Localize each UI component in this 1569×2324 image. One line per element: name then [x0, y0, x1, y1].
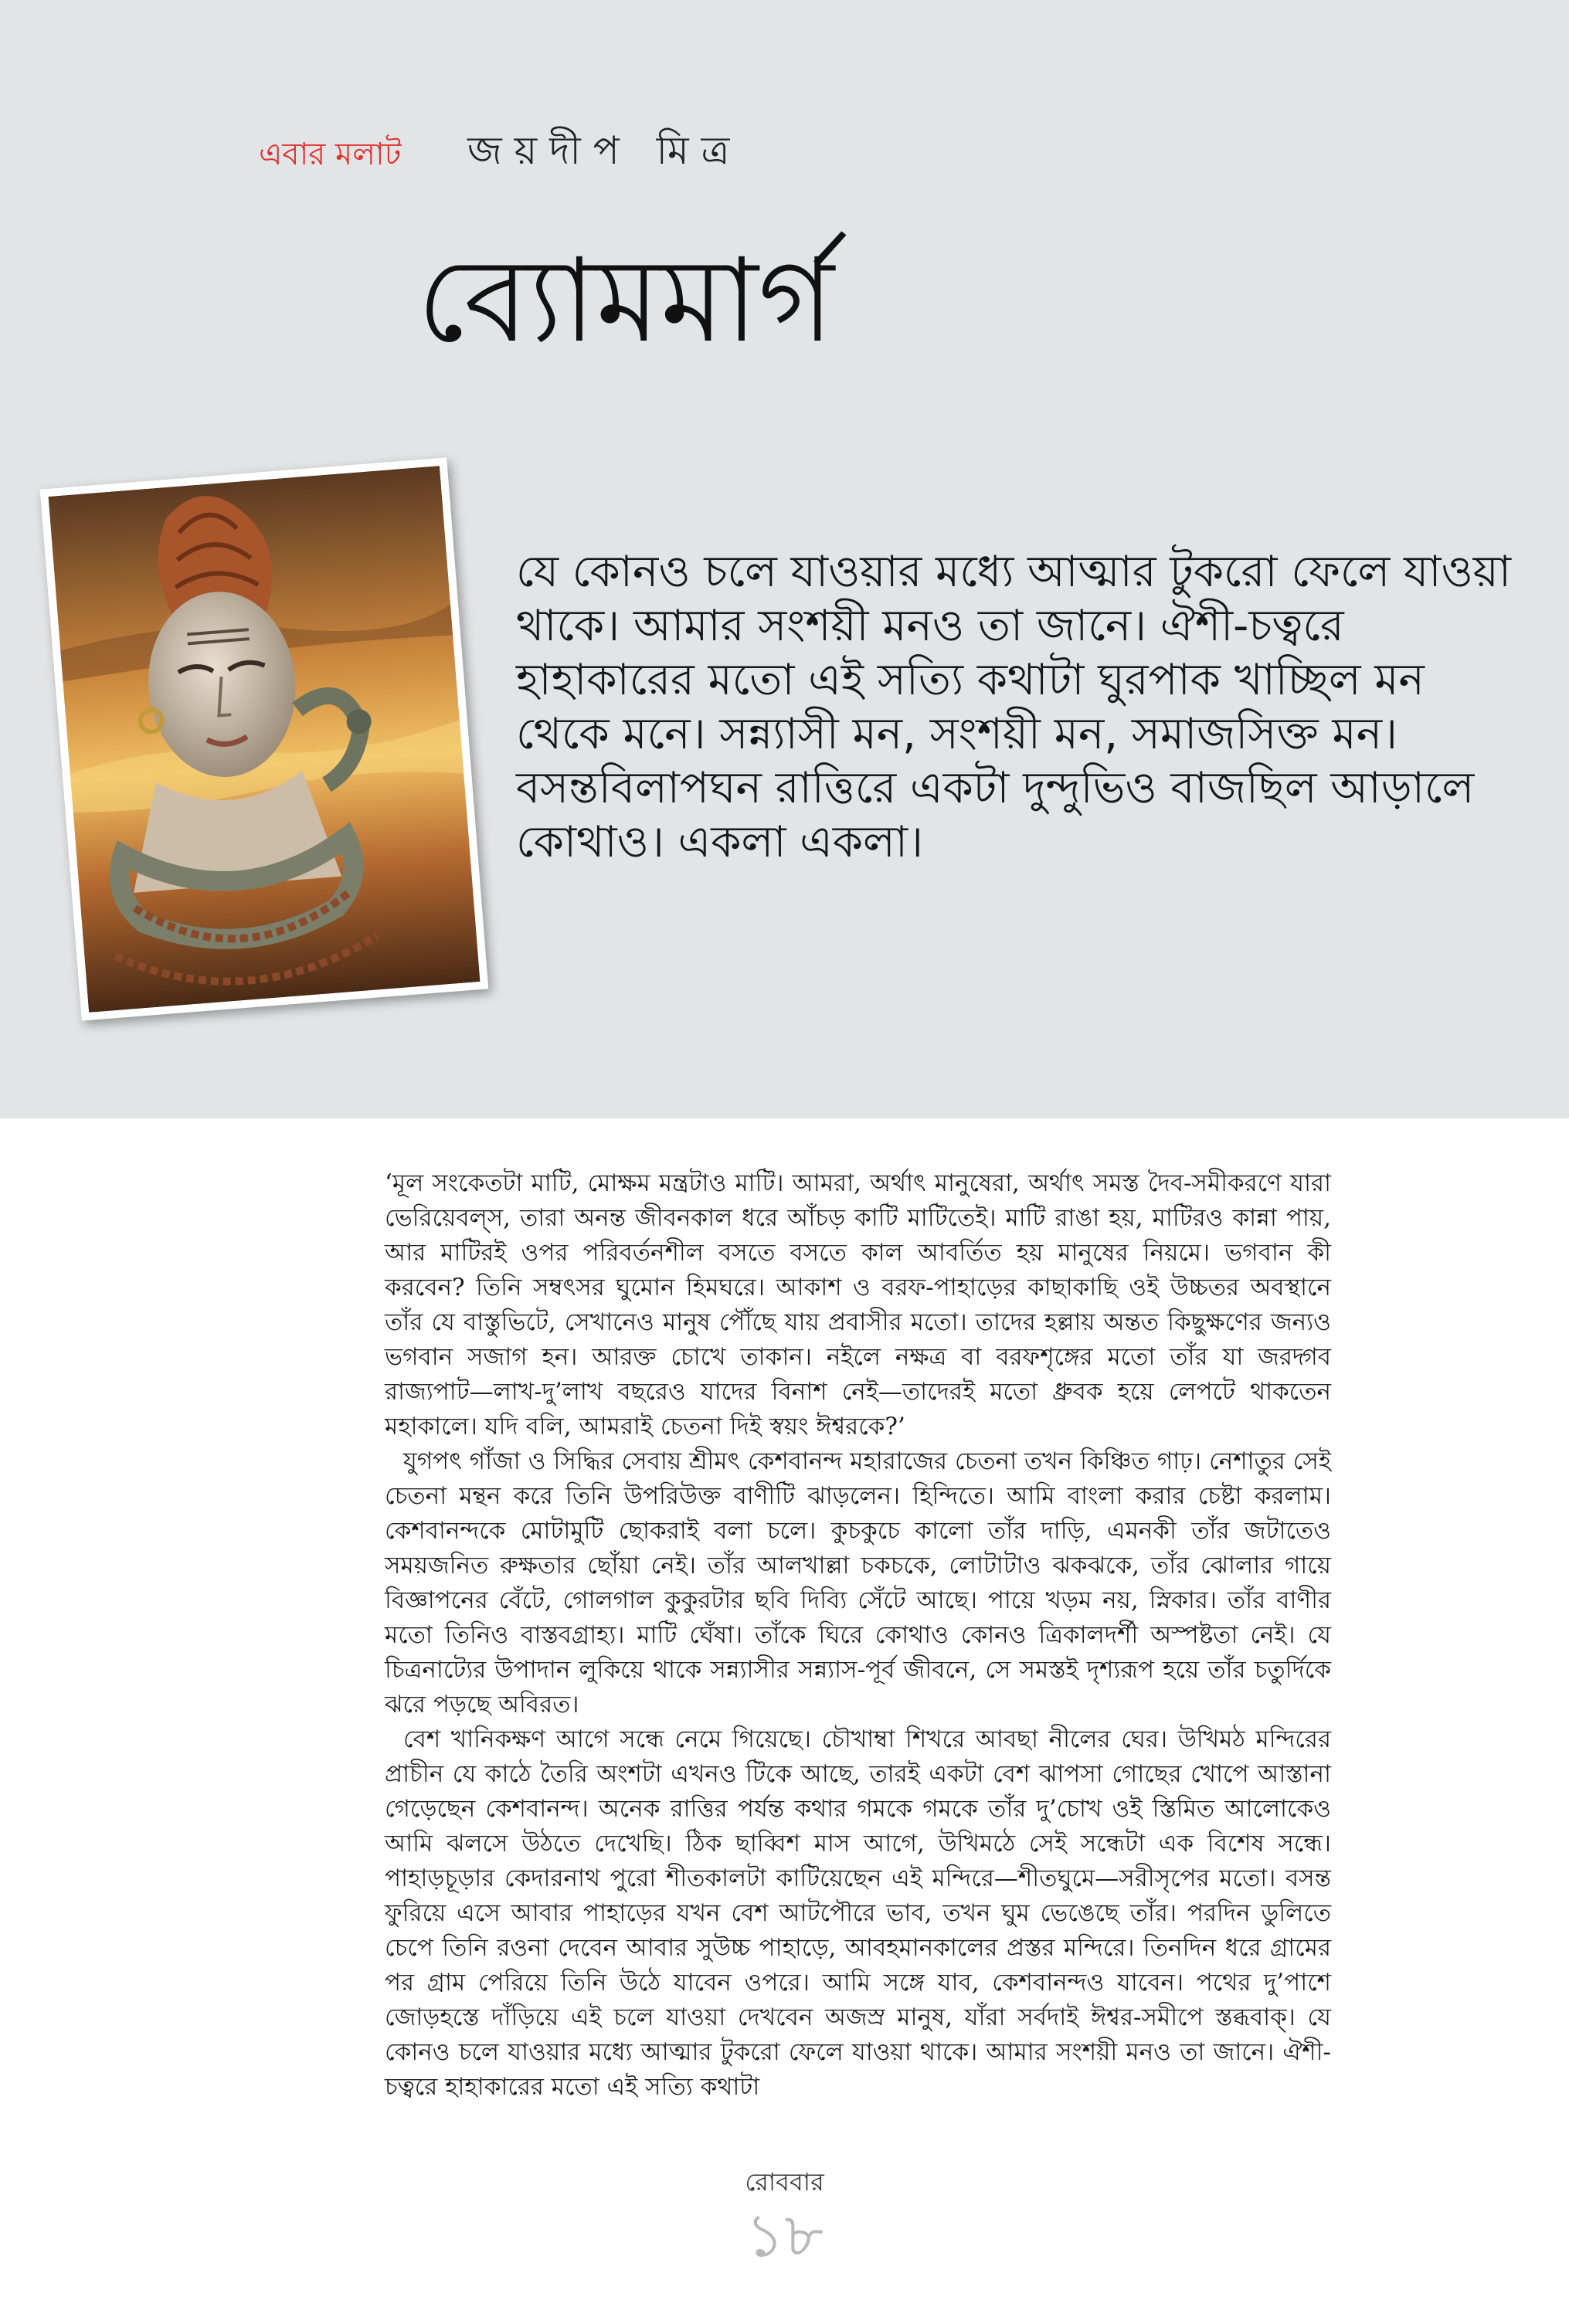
article-title: ব্যোমমার্গ [417, 234, 834, 368]
body-paragraph-3: বেশ খানিকক্ষণ আগে সন্ধে নেমে গিয়েছে। চৌখাম্বা শিখরে আবছা নীলের ঘের। উখিমঠ মন্দিরের প্রাচীন যে কাঠে তৈরি অংশটা এখনও টিকে আছে, তারই একটা বেশ ঝাপসা গোছের খোপে আস্তানা গেড়েছেন কেশবানন্দ। অনেক রাত্তির পর্যন্ত কথার গমকে গমকে তাঁর দু’চোখ ওই স্তিমিত আলোকেও আমি ঝলসে উঠতে দেখেছি। ঠিক ছাব্বিশ মাস আগে, উখিমঠে সেই সন্ধেটা এক বিশেষ সন্ধে। পাহাড়চূড়ার কেদারনাথ পুরো শীতকালটা কাটিয়েছেন এই মন্দিরে—শীতঘুমে—সরীসৃপের মতো। বসন্ত ফুরিয়ে এসে আবার পাহাড়ের যখন বেশ আটপৌরে ভাব, তখন ঘুম ভেঙেছে তাঁর। পরদিন ডুলিতে চেপে তিনি রওনা দেবেন আবার সুউচ্চ পাহাড়ে, আবহমানকালের প্রস্তর মন্দিরে। তিনদিন ধরে গ্রামের পর গ্রাম পেরিয়ে তিনি উঠে যাবেন ওপরে। আমি সঙ্গে যাব, কেশবানন্দও যাবেন। পথের দু’পাশে জোড়হস্তে দাঁড়িয়ে এই চলে যাওয়া দেখবেন অজস্র মানুষ, যাঁরা সর্বদাই ঈশ্বর-সমীপে স্তব্ধবাক্‌। যে কোনও চলে যাওয়ার মধ্যে আত্মার টুকরো ফেলে যাওয়া থাকে। আমার সংশয়ী মনও তা জানে। ঐশী-চত্বরে হাহাকারের মতো এই সত্যি কথাটা [385, 1725, 1331, 2101]
intro-standfirst [516, 545, 1520, 870]
section-kicker: এবার মলাট [259, 137, 402, 172]
body-paragraph-2: যুগপৎ গাঁজা ও সিদ্ধির সেবায় শ্রীমৎ কেশবানন্দ মহারাজের চেতনা তখন কিঞ্চিত গাঢ়। নেশাতুর সেই চেতনা মন্থন করে তিনি উপরিউক্ত বাণীটি ঝাড়লেন। হিন্দিতে। আমি বাংলা করার চেষ্টা করলাম। কেশবানন্দকে মোটামুটি ছোকরাই বলা চলে। কুচকুচে কালো তাঁর দাড়ি, এমনকী তাঁর জটাতেও সময়জনিত রুক্ষতার ছোঁয়া নেই। তাঁর আলখাল্লা চকচকে, লোটাটাও ঝকঝকে, তাঁর ঝোলার গায়ে বিজ্ঞাপনের বেঁটে, গোলগাল কুকুরটার ছবি দিব্যি সেঁটে আছে। পায়ে খড়ম নয়, স্নিকার। তাঁর বাণীর মতো তিনিও বাস্তবগ্রাহ্য। মাটি ঘেঁষা। তাঁকে ঘিরে কোথাও কোনও ত্রিকালদর্শী অস্পষ্টতা নেই। যে চিত্রনাট্যের উপাদান লুকিয়ে থাকে সন্ন্যাসীর সন্ন্যাস-পূর্ব জীবনে, সে সমস্তই দৃশ্যরূপ হয়ে তাঁর চতুর্দিকে ঝরে পড়ছে অবিরত। [385, 1447, 1331, 1718]
intro-paragraph: যে কোনও চলে যাওয়ার মধ্যে আত্মার টুকরো ফেলে যাওয়া থাকে। আমার সংশয়ী মনও তা জানে। ঐশী-চত্বরে হাহাকারের মতো এই সত্যি কথাটা ঘুরপাক খাচ্ছিল মন থেকে মনে। সন্ন্যাসী মন, সংশয়ী মন, সমাজসিক্ত মন। বসন্তবিলাপঘন রাত্তিরে একটা দুন্দুভিও বাজছিল আড়ালে কোথাও। একলা একলা। [516, 547, 1511, 867]
shiva-statue-image [48, 466, 480, 1013]
shiva-statue-photo [40, 457, 489, 1020]
article-body [385, 1166, 1331, 2105]
body-paragraph-1: ‘মূল সংকেতটা মাটি, মোক্ষম মন্ত্রটাও মাটি। আমরা, অর্থাৎ মানুষেরা, অর্থাৎ সমস্ত দৈব-সমীকরণে যারা ভেরিয়েবল্‌স, তারা অনন্ত জীবনকাল ধরে আঁচড় কাটি মাটিতেই। মাটি রাঙা হয়, মাটিরও কান্না পায়, আর মাটিরই ওপর পরিবর্তনশীল বসতে বসতে কাল আবর্তিত হয় মানুষের নিয়মে। ভগবান কী করবেন? তিনি সম্বৎসর ঘুমোন হিমঘরে। আকাশ ও বরফ-পাহাড়ের কাছাকাছি ওই উচ্চতর অবস্থানে তাঁর যে বাস্তুভিটে, সেখানেও মানুষ পৌঁছে যায় প্রবাসীর মতো। তাদের হল্লায় অন্তত কিছুক্ষণের জন্যও ভগবান সজাগ হন। আরক্ত চোখে তাকান। নইলে নক্ষত্র বা বরফশৃঙ্গের মতো তাঁর যা জরদ্গব রাজ্যপাট—লাখ-দু’লাখ বছরেও যাদের বিনাশ নেই—তাদেরই মতো ধ্রুবক হয়ে লেপটে থাকতেন মহাকালে। যদি বলি, আমরাই চেতনা দিই স্বয়ং ঈশ্বরকে?’ [385, 1169, 1331, 1440]
magazine-name: রোববার [745, 2167, 824, 2197]
page-number: ১৮ [745, 2201, 824, 2271]
page-footer [0, 2163, 1569, 2271]
author-name: জয়দীপ মিত্র [467, 128, 742, 173]
header-panel [0, 0, 1569, 1118]
